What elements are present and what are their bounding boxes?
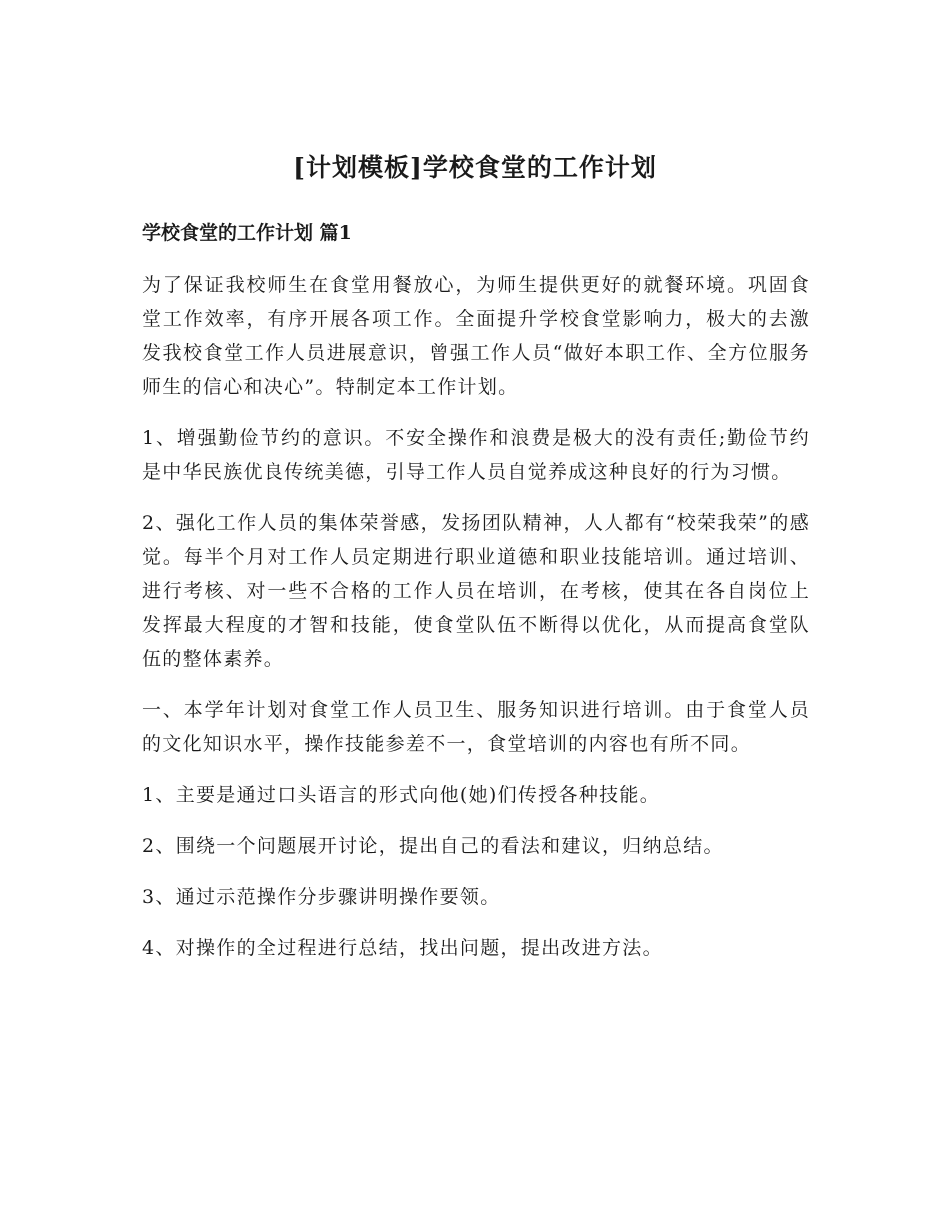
section-one-paragraph: 一、本学年计划对食堂工作人员卫生、服务知识进行培训。由于食堂人员的文化知识水平，操作技能参差不一，食堂培训的内容也有所不同。 xyxy=(142,699,810,755)
training-item-3: 3、通过示范操作分步骤讲明操作要领。 xyxy=(142,886,501,908)
training-item-4: 4、对操作的全过程进行总结，找出问题，提出改进方法。 xyxy=(142,937,663,959)
training-item-1: 1、主要是通过口头语言的形式向他(她)们传授各种技能。 xyxy=(142,784,661,806)
document-body xyxy=(142,268,810,982)
document-title: [计划模板]学校食堂的工作计划 xyxy=(293,153,657,182)
list-item-1: 1、增强勤俭节约的意识。不安全操作和浪费是极大的没有责任;勤俭节约是中华民族优良传统美德，引导工作人员自觉养成这种良好的行为习惯。 xyxy=(142,427,810,483)
list-item-2: 2、强化工作人员的集体荣誉感，发扬团队精神，人人都有“校荣我荣”的感觉。每半个月对工作人员定期进行职业道德和职业技能培训。通过培训、进行考核、对一些不合格的工作人员在培训，在考核，使其在各自岗位上发挥最大程度的才智和技能，使食堂队伍不断得以优化，从而提高食堂队伍的整体素养。 xyxy=(142,512,810,670)
section-heading: 学校食堂的工作计划 篇1 xyxy=(142,222,352,244)
intro-paragraph: 为了保证我校师生在食堂用餐放心，为师生提供更好的就餐环境。巩固食堂工作效率，有序开展各项工作。全面提升学校食堂影响力，极大的去激发我校食堂工作人员进展意识，曾强工作人员“做好本职工作、全方位服务师生的信心和决心”。特制定本工作计划。 xyxy=(142,274,810,398)
training-item-2: 2、围绕一个问题展开讨论，提出自己的看法和建议，归纳总结。 xyxy=(142,835,724,857)
